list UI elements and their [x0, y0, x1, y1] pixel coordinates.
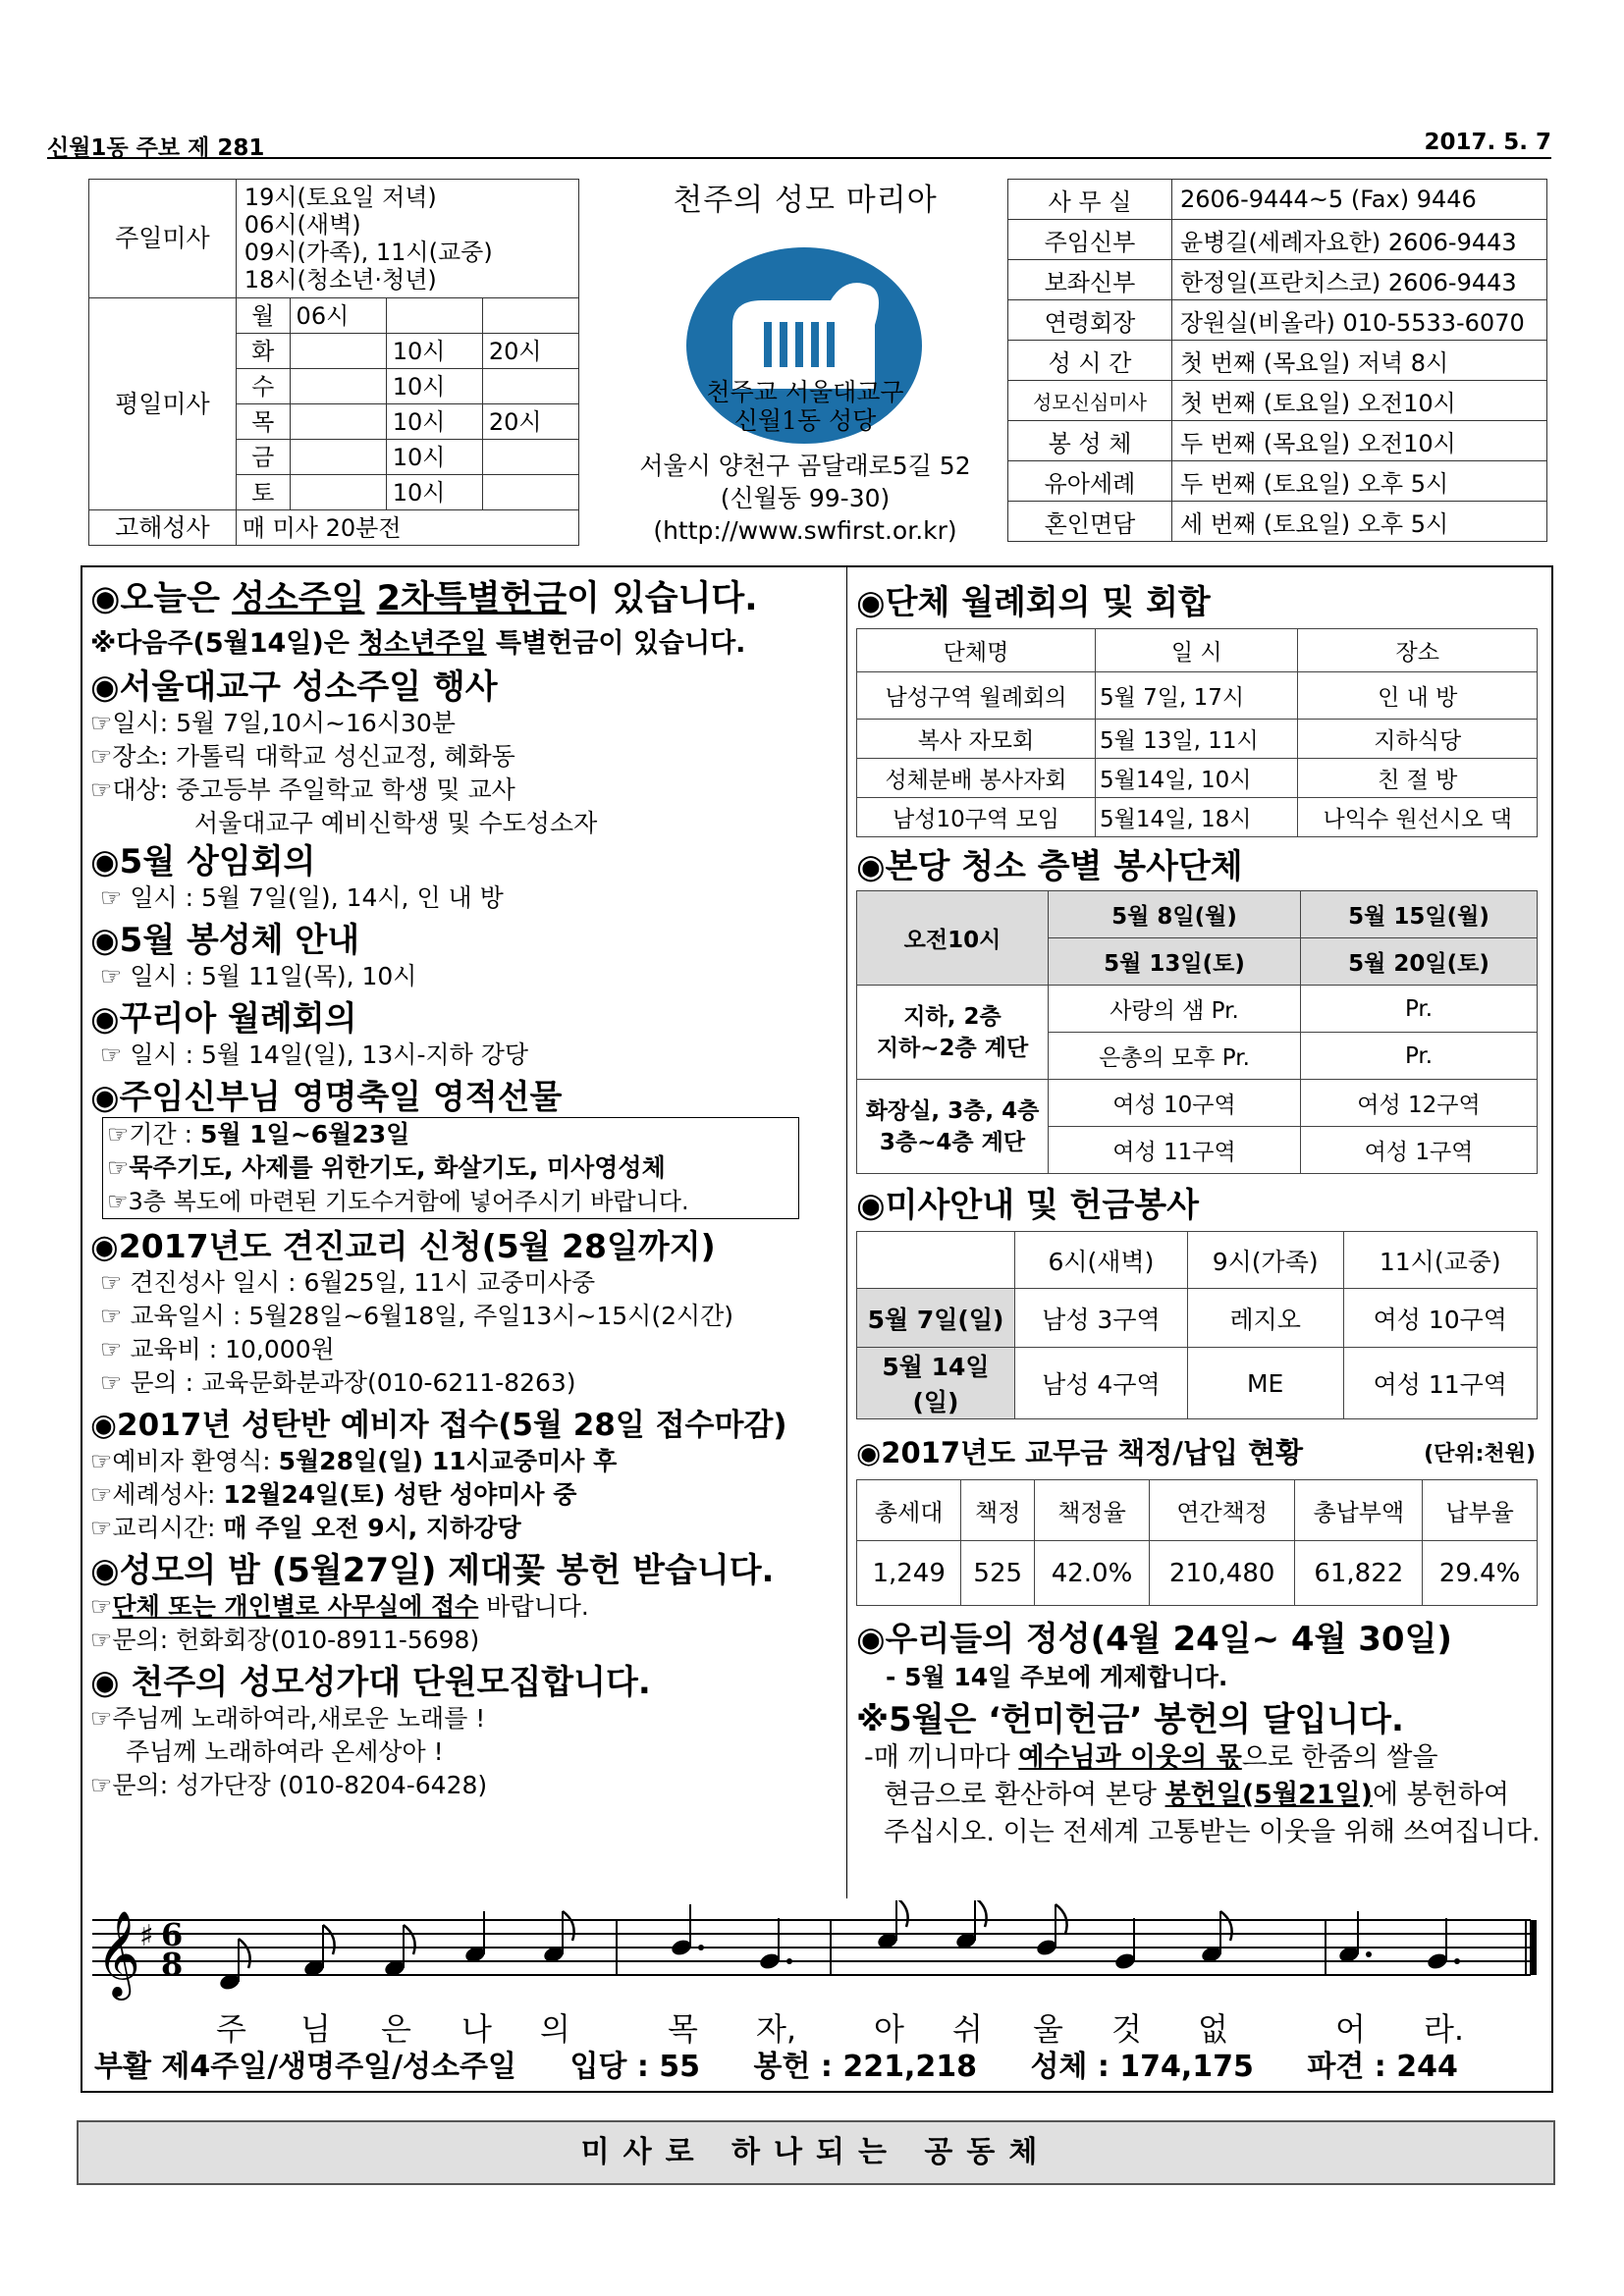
- column-header: 9시(가족): [1187, 1232, 1343, 1289]
- weekday-time: [290, 334, 386, 369]
- text-line: [864, 1777, 1543, 1814]
- list-item: 주님께 노래하여라 온세상아 !: [126, 1737, 444, 1766]
- list-item: ☞일시: 5월 7일,10시~16시30분: [90, 709, 456, 737]
- vocation-offering-heading: [90, 579, 842, 618]
- contact-value: 윤병길(세례자요한) 2606-9443: [1172, 220, 1547, 260]
- table-cell: [857, 1080, 1049, 1174]
- contact-key: 혼인면담: [1008, 502, 1172, 542]
- table-cell: 여성 11구역: [1049, 1127, 1301, 1174]
- table-cell: [857, 1232, 1015, 1289]
- lyric-syllable: 울: [1033, 2010, 1063, 2048]
- lyric-syllable: 목: [668, 2010, 698, 2048]
- text-part: -매 끼니마다: [864, 1742, 1019, 1773]
- lyric-syllable: 라.: [1424, 2010, 1465, 2048]
- note-part: 청소년주일: [358, 628, 487, 659]
- contact-value: 두 번째 (목요일) 오전10시: [1172, 421, 1547, 461]
- table-cell: 5월 15일(월): [1301, 891, 1538, 938]
- contact-value: 장원실(비올라) 010-5533-6070: [1172, 300, 1547, 341]
- lyric-syllable: 의: [540, 2010, 570, 2048]
- lyric-syllable: 자,: [756, 2010, 797, 2048]
- table-cell: [857, 986, 1049, 1080]
- signature-line: 신월1동 성당: [733, 406, 877, 435]
- weekday-day: 화: [236, 334, 290, 369]
- confession-label: 고해성사: [89, 510, 237, 546]
- bulletin-date: 2017. 5. 7: [1424, 130, 1551, 155]
- time-signature-top: 6: [161, 1916, 184, 1953]
- section-title: ◉2017년도 교무금 책정/납입 현황: [856, 1436, 1304, 1469]
- weekday-day: 월: [236, 298, 290, 334]
- table-cell: Pr.: [1301, 986, 1538, 1033]
- contact-key: 봉 성 체: [1008, 421, 1172, 461]
- list-item: ☞대상: 중고등부 주일학교 학생 및 교사: [90, 775, 515, 804]
- contact-key: 보좌신부: [1008, 260, 1172, 300]
- section-title: ◉우리들의 정성(4월 24일~ 4월 30일): [856, 1620, 1452, 1659]
- area-line: 3층~4층 계단: [879, 1129, 1026, 1155]
- treble-clef-icon: 𝄞: [96, 1909, 140, 1997]
- text-line: 주십시오. 이는 전세계 고통받는 이웃을 위해 쓰여집니다.: [884, 1817, 1541, 1847]
- contact-value: 첫 번째 (목요일) 저녁 8시: [1172, 341, 1547, 381]
- meetings-table: [856, 628, 1538, 837]
- lyric-syllable: 나: [461, 2010, 492, 2048]
- list-item: ☞ 문의 : 교육문화분과장(010-6211-8263): [100, 1368, 576, 1397]
- weekday-time: [386, 298, 482, 334]
- time-signature-bottom: 8: [161, 1946, 184, 1983]
- item-part: 매 주일 오전 9시, 지하강당: [223, 1514, 521, 1542]
- weekday-time: [290, 475, 386, 510]
- sunday-mass-times: [236, 180, 578, 298]
- weekday-time: 10시: [386, 475, 482, 510]
- note-part: 특별헌금이 있습니다.: [486, 628, 746, 659]
- area-line: 지하~2층 계단: [876, 1035, 1029, 1061]
- heading-part: 이 있습니다.: [567, 579, 758, 618]
- weekday-time: [482, 298, 578, 334]
- section-title: ◉꾸리아 월례회의: [90, 999, 357, 1039]
- table-cell: 사랑의 샘 Pr.: [1049, 986, 1301, 1033]
- text-part: 봉헌일(5월21일): [1164, 1780, 1374, 1810]
- item-part: 12월24일(토) 성탄 성야미사 중: [223, 1480, 577, 1509]
- column-header: 11시(교중): [1343, 1232, 1537, 1289]
- contact-key: 성 시 간: [1008, 341, 1172, 381]
- table-cell: 5월 20일(토): [1301, 938, 1538, 986]
- mass-tally: [94, 2048, 1545, 2087]
- text-part: 예수님과 이웃의 몫: [1018, 1742, 1242, 1773]
- table-cell: 1,249: [857, 1541, 961, 1606]
- item-part: ☞교리시간:: [90, 1514, 224, 1542]
- column-header: 단체명: [857, 629, 1096, 672]
- table-cell: 5월14일, 10시: [1096, 759, 1298, 798]
- column-header: 일 시: [1096, 629, 1298, 672]
- section-title: ◉서울대교구 성소주일 행사: [90, 667, 498, 707]
- dues-table: [856, 1479, 1538, 1606]
- weekday-day: 목: [236, 404, 290, 440]
- sunday-time: 19시(토요일 저녁): [244, 184, 437, 211]
- weekday-time: 10시: [386, 369, 482, 404]
- lyric-syllable: 쉬: [952, 2010, 983, 2048]
- contact-key: 유아세례: [1008, 461, 1172, 502]
- list-item: ☞ 교육일시 : 5월28일~6월18일, 주일13시~15시(2시간): [100, 1302, 734, 1330]
- weekday-time: 20시: [482, 404, 578, 440]
- text-line: [864, 1739, 1543, 1777]
- header-rule: [47, 157, 1551, 159]
- section-title: ◉주임신부님 영명축일 영적선물: [90, 1078, 563, 1117]
- column-header: 책정: [961, 1480, 1035, 1541]
- table-cell: 은총의 모후 Pr.: [1049, 1033, 1301, 1080]
- column-header: 6시(새벽): [1015, 1232, 1188, 1289]
- table-cell: 61,822: [1295, 1541, 1423, 1606]
- bulletin-issue: 신월1동 주보 제 281: [47, 135, 265, 161]
- contact-value: 두 번째 (토요일) 오후 5시: [1172, 461, 1547, 502]
- left-column: [90, 579, 842, 1802]
- unit-label: (단위:천원): [1424, 1442, 1536, 1467]
- sunday-mass-label: 주일미사: [89, 180, 237, 298]
- weekday-time: [482, 475, 578, 510]
- list-item: [107, 1118, 794, 1151]
- text-part: 현금으로 환산하여 본당: [884, 1780, 1165, 1810]
- list-item: ☞묵주기도, 사제를 위한기도, 화살기도, 미사영성체: [107, 1153, 666, 1182]
- lyric-syllable: 것: [1111, 2010, 1142, 2048]
- area-line: 지하, 2층: [903, 1003, 1001, 1030]
- weekday-time: [482, 440, 578, 475]
- table-cell: 여성 12구역: [1301, 1080, 1538, 1127]
- note-flag: [1220, 1911, 1232, 1941]
- contact-key: 사 무 실: [1008, 180, 1172, 220]
- rice-offering-text: [856, 1739, 1543, 1851]
- heading-part: [364, 579, 376, 618]
- section-title: ◉2017년 성탄반 예비자 접수(5월 28일 접수마감): [90, 1408, 787, 1443]
- section-title: ◉성모의 밤 (5월27일) 제대꽃 봉헌 받습니다.: [90, 1551, 775, 1590]
- section-title: ◉5월 상임회의: [90, 842, 316, 881]
- table-cell: 지하식당: [1298, 720, 1538, 759]
- note-dot: [1454, 1958, 1460, 1964]
- contact-key: 성모신심미사: [1008, 381, 1172, 421]
- mass-guide-table: [856, 1231, 1538, 1419]
- section-title: ◉5월 봉성체 안내: [90, 921, 360, 960]
- note-flag: [563, 1911, 574, 1941]
- lyric-syllable: 주: [216, 2010, 246, 2048]
- communion-hymn: 성체 : 174,175: [1030, 2050, 1254, 2084]
- weekday-time: 06시: [290, 298, 386, 334]
- note-part: ※다음주(5월14일)은: [90, 628, 359, 659]
- item-part: 단체 또는 개인별로 사무실에 접수: [112, 1592, 479, 1621]
- table-cell: 5월 7일, 17시: [1096, 672, 1298, 720]
- footer-banner: 미사로 하나되는 공동체: [77, 2120, 1555, 2185]
- table-cell: 5월 13일(토): [1049, 938, 1301, 986]
- table-cell: 여성 1구역: [1301, 1127, 1538, 1174]
- table-cell: 210,480: [1149, 1541, 1295, 1606]
- table-cell: 오전10시: [857, 891, 1049, 986]
- cleaning-table: [856, 890, 1538, 1174]
- column-header: 납부율: [1423, 1480, 1538, 1541]
- table-cell: 여성 11구역: [1343, 1348, 1537, 1419]
- note-dot: [786, 1958, 792, 1964]
- lyric-syllable: 어: [1335, 2010, 1366, 2048]
- note-flag: [896, 1900, 908, 1927]
- parish-motto: 천주의 성모 마리아: [673, 183, 938, 218]
- weekday-day: 수: [236, 369, 290, 404]
- note-flag: [323, 1925, 335, 1954]
- table-cell: 5월 8일(월): [1049, 891, 1301, 938]
- list-item: [90, 1478, 842, 1512]
- weekday-time: 10시: [386, 334, 482, 369]
- table-cell: 여성 10구역: [1343, 1289, 1537, 1348]
- list-item: ☞주님께 노래하여라,새로운 노래를 !: [90, 1704, 486, 1733]
- weekday-time: 10시: [386, 404, 482, 440]
- table-cell: 나익수 원선시오 댁: [1298, 798, 1538, 837]
- table-cell: 남성 4구역: [1015, 1348, 1188, 1419]
- dismissal-hymn: 파견 : 244: [1307, 2050, 1458, 2084]
- list-item: ☞문의: 성가단장 (010-8204-6428): [90, 1771, 488, 1799]
- weekday-time: [290, 369, 386, 404]
- list-item: [90, 1590, 842, 1624]
- column-divider: [846, 565, 847, 1898]
- note-flag: [404, 1925, 415, 1954]
- weekday-mass-label: 평일미사: [89, 298, 237, 510]
- sharp-icon: ♯: [139, 1919, 154, 1953]
- text-part: 에 봉헌하여: [1373, 1780, 1510, 1810]
- text-part: 으로 한줌의 쌀을: [1241, 1742, 1438, 1773]
- mass-schedule-table: [88, 179, 579, 546]
- column-header: 총세대: [857, 1480, 961, 1541]
- offering-hymn: 봉헌 : 221,218: [753, 2050, 977, 2084]
- table-cell: 5월14일, 18시: [1096, 798, 1298, 837]
- list-item: ☞ 일시 : 5월 11일(목), 10시: [100, 962, 417, 990]
- entry-hymn: 입당 : 55: [569, 2050, 701, 2084]
- contact-value: 세 번째 (토요일) 오후 5시: [1172, 502, 1547, 542]
- table-cell: 친 절 방: [1298, 759, 1538, 798]
- weekday-day: 금: [236, 440, 290, 475]
- table-cell: 29.4%: [1423, 1541, 1538, 1606]
- table-cell: Pr.: [1301, 1033, 1538, 1080]
- lyric-syllable: 없: [1198, 2010, 1228, 2048]
- table-cell: 5월 13일, 11시: [1096, 720, 1298, 759]
- note-dot: [698, 1945, 704, 1950]
- column-header: 연간책정: [1149, 1480, 1295, 1541]
- sunday-time: 06시(새벽): [244, 211, 361, 239]
- heading-part: ◉오늘은: [90, 579, 233, 618]
- signature-line: 천주교 서울대교구: [706, 378, 904, 406]
- table-cell: 5월 14일(일): [857, 1348, 1015, 1419]
- weekday-time: [482, 369, 578, 404]
- item-part: ☞: [90, 1592, 113, 1621]
- list-item: ☞ 일시 : 5월 14일(일), 13시-지하 강당: [100, 1041, 529, 1069]
- contact-table: [1007, 179, 1547, 542]
- section-title: ◉본당 청소 층별 봉사단체: [856, 847, 1243, 886]
- heading-part: 2차특별헌금: [376, 579, 567, 618]
- table-cell: 성체분배 봉사자회: [857, 759, 1096, 798]
- table-cell: 남성10구역 모임: [857, 798, 1096, 837]
- weekday-time: [290, 404, 386, 440]
- lyric-syllable: 은: [381, 2010, 411, 2048]
- weekday-time: 20시: [482, 334, 578, 369]
- weekday-time: 10시: [386, 440, 482, 475]
- note-flag: [239, 1939, 250, 1968]
- weekday-time: [290, 440, 386, 475]
- table-cell: 남성 3구역: [1015, 1289, 1188, 1348]
- right-column: [856, 583, 1543, 1851]
- table-cell: 여성 10구역: [1049, 1080, 1301, 1127]
- contact-value: 2606-9444~5 (Fax) 9446: [1172, 180, 1547, 220]
- weekday-day: 토: [236, 475, 290, 510]
- contact-value: 첫 번째 (토요일) 오전10시: [1172, 381, 1547, 421]
- note-dot: [1366, 1951, 1372, 1957]
- address-line: (신월동 99-30): [720, 484, 891, 512]
- lyric-syllable: 님: [300, 2010, 331, 2048]
- contact-value: 한정일(프란치스코) 2606-9443: [1172, 260, 1547, 300]
- sunday-time: 18시(청소년·청년): [244, 266, 437, 294]
- item-part: ☞예비자 환영식:: [90, 1447, 279, 1475]
- spiritual-gift-box: [102, 1117, 799, 1219]
- column-header: 장소: [1298, 629, 1538, 672]
- section-title: ※5월은 ‘헌미헌금’ 봉헌의 달입니다.: [856, 1700, 1404, 1739]
- heading-part: 성소주일: [232, 579, 365, 618]
- section-title: ◉ 천주의 성모성가대 단원모집합니다.: [90, 1663, 651, 1702]
- parish-address: [599, 450, 1011, 547]
- sunday-time: 09시(가족), 11시(교중): [244, 239, 493, 266]
- list-item: 서울대교구 예비신학생 및 수도성소자: [194, 809, 598, 837]
- parish-website[interactable]: (http://www.swfirst.or.kr): [653, 516, 957, 545]
- table-cell: 525: [961, 1541, 1035, 1606]
- list-item: ☞장소: 가톨릭 대학교 성신교정, 혜화동: [90, 742, 515, 771]
- next-week-note: [90, 624, 842, 664]
- table-cell: 레지오: [1187, 1289, 1343, 1348]
- table-cell: 인 내 방: [1298, 672, 1538, 720]
- list-item: ☞ 교육비 : 10,000원: [100, 1335, 335, 1363]
- list-item: [90, 1512, 842, 1545]
- table-cell: 복사 자모회: [857, 720, 1096, 759]
- list-item: [90, 1445, 842, 1478]
- lyrics: [216, 2010, 1464, 2048]
- section-title: ◉미사안내 및 헌금봉사: [856, 1186, 1199, 1225]
- section-title: ◉단체 월례회의 및 회합: [856, 583, 1211, 622]
- contact-key: 연령회장: [1008, 300, 1172, 341]
- area-line: 화장실, 3층, 4층: [865, 1097, 1040, 1124]
- address-line: 서울시 양천구 곰달래로5길 52: [639, 452, 971, 480]
- column-header: 책정율: [1035, 1480, 1150, 1541]
- parish-signature: [628, 378, 982, 435]
- dues-heading: [856, 1431, 1543, 1471]
- confession-value: 매 미사 20분전: [236, 510, 578, 546]
- item-part: ☞세례성사:: [90, 1480, 224, 1509]
- item-part: ☞기간 :: [107, 1120, 201, 1148]
- table-cell: 남성구역 월례회의: [857, 672, 1096, 720]
- note-flag: [975, 1900, 987, 1927]
- list-item: ☞문의: 헌화회장(010-8911-5698): [90, 1626, 480, 1654]
- sunday-name: 부활 제4주일/생명주일/성소주일: [94, 2050, 516, 2084]
- list-item: ☞ 일시 : 5월 7일(일), 14시, 인 내 방: [100, 883, 504, 912]
- offering-note: - 5월 14일 주보에 게제합니다.: [886, 1663, 1228, 1691]
- contact-key: 주임신부: [1008, 220, 1172, 260]
- item-part: 5월28일(일) 11시교중미사 후: [278, 1447, 618, 1475]
- table-cell: 5월 7일(일): [857, 1289, 1015, 1348]
- lyric-syllable: 아: [874, 2010, 904, 2048]
- list-item: ☞ 견진성사 일시 : 6월25일, 11시 교중미사중: [100, 1268, 596, 1297]
- column-header: 총납부액: [1295, 1480, 1423, 1541]
- item-part: 5월 1일~6월23일: [200, 1120, 410, 1148]
- final-barline: [1530, 1920, 1537, 1975]
- item-part: 바랍니다.: [478, 1592, 589, 1621]
- notes: [218, 1900, 1460, 1992]
- music-staff: [82, 1900, 1549, 2050]
- section-title: ◉2017년도 견진교리 신청(5월 28일까지): [90, 1227, 716, 1265]
- table-cell: ME: [1187, 1348, 1343, 1419]
- table-cell: 42.0%: [1035, 1541, 1150, 1606]
- list-item: ☞3층 복도에 마련된 기도수거함에 넣어주시기 바랍니다.: [107, 1188, 689, 1215]
